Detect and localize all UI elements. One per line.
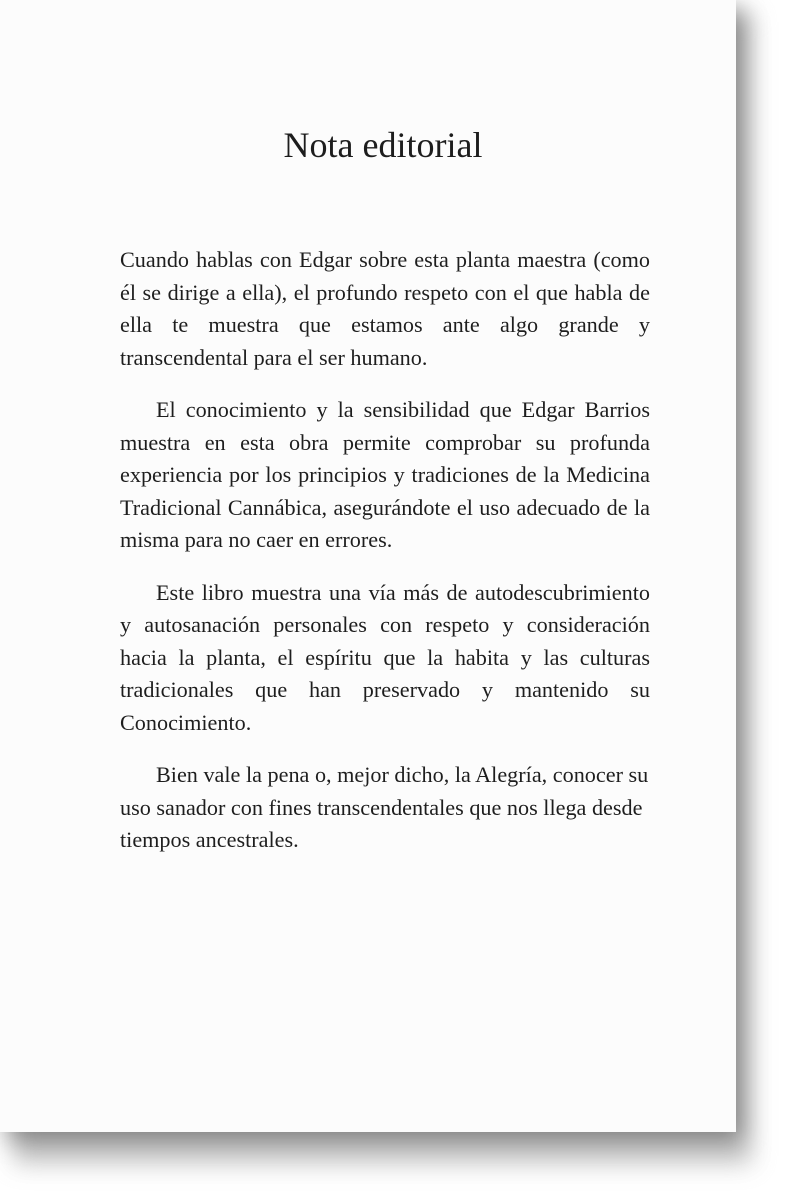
page-body [120,244,650,877]
paragraph-3: Este libro muestra una vía más de autodescubrimiento y autosanación personales con respeto y consideración hacia la planta, el espíritu que la habita y las culturas tradicionales que han preservado y mantenido su Conocimiento. [120,579,650,735]
paragraph-2: El conocimiento y la sensibilidad que Edgar Barrios muestra en esta obra permite comprobar su profunda experiencia por los principios y tradiciones de la Medicina Tradicional Cannábica, asegurándote el uso adecuado de la misma para no caer en errores. [120,397,650,552]
page-title: Nota editorial [283,125,483,165]
paragraph-4: Bien vale la pena o, mejor dicho, la Alegría, conocer su uso sanador con fines transcendentales que nos llega desde tiempos ancestrales. [120,762,649,852]
paragraph-1: Cuando hablas con Edgar sobre esta planta maestra (como él se dirige a ella), el profundo respeto con el que habla de ella te muestra que estamos ante algo grande y transcendental para el ser humano. [120,247,650,370]
